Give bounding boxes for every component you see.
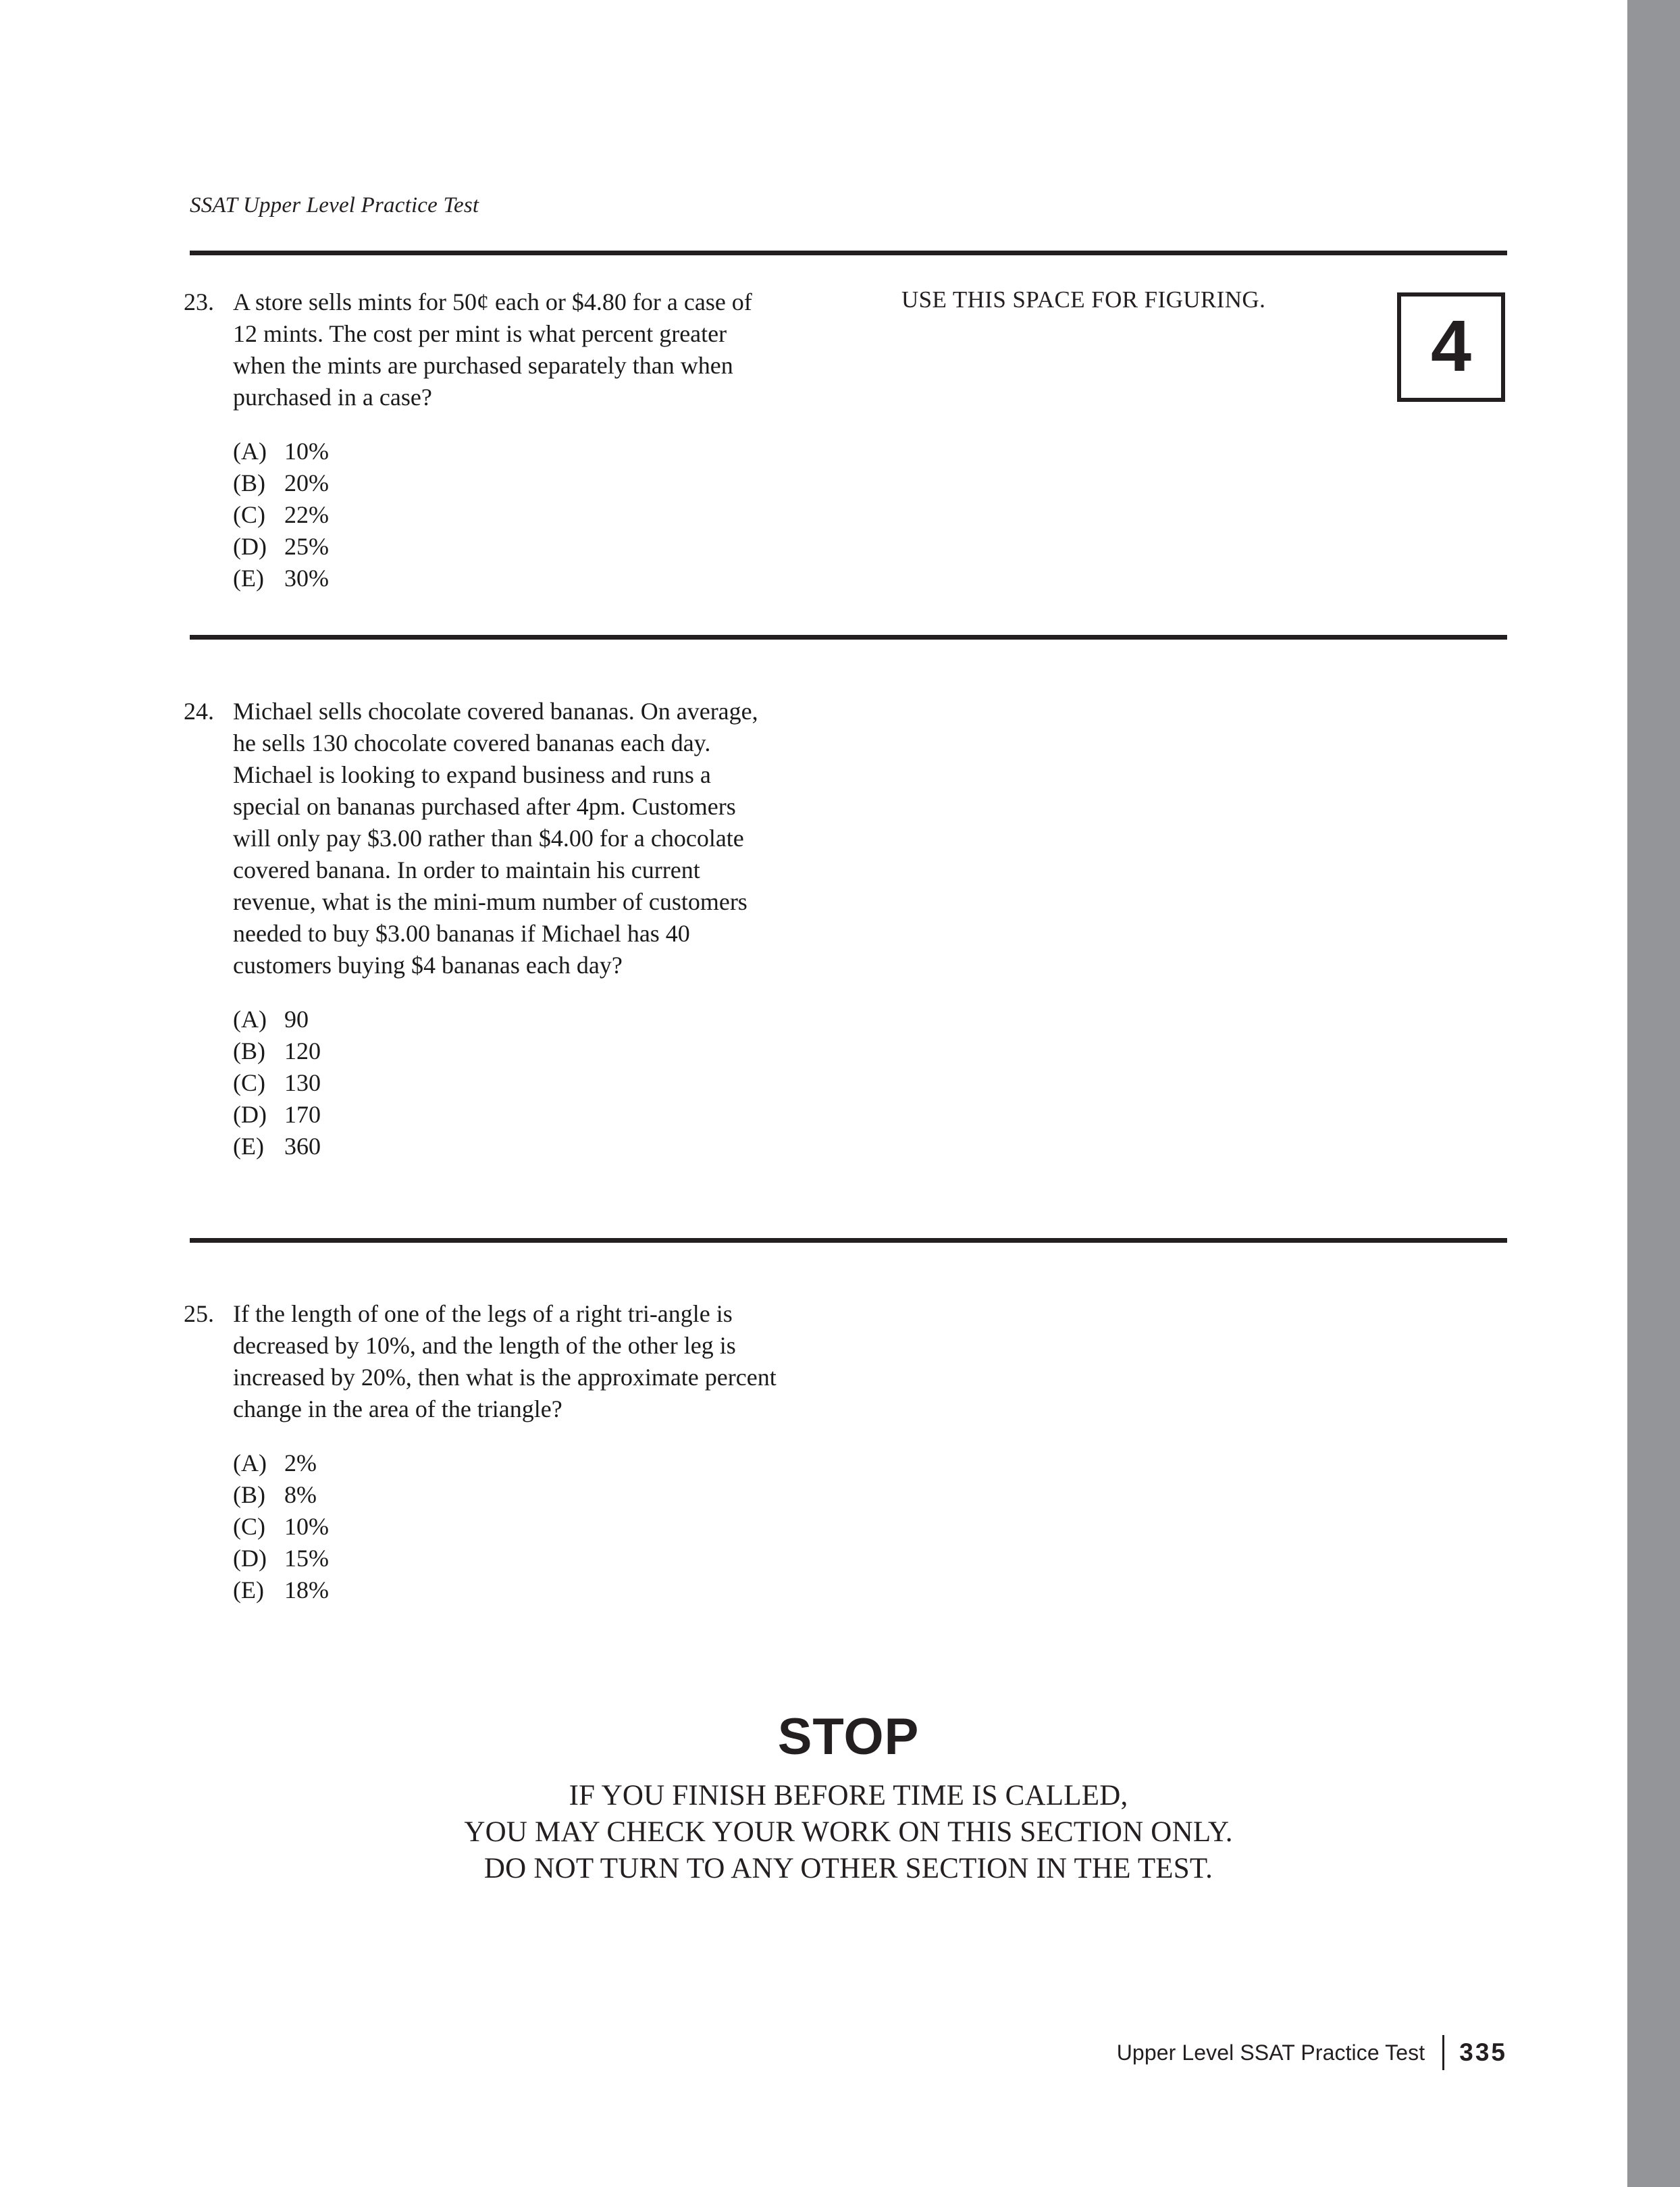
- answer-choice[interactable]: [233, 1511, 778, 1543]
- header-rule: [190, 251, 1507, 255]
- answer-choice[interactable]: [233, 1067, 778, 1099]
- answer-choices: [184, 1004, 778, 1162]
- choice-value: 10%: [284, 1513, 329, 1540]
- footer-divider: [1442, 2035, 1444, 2070]
- answer-choice[interactable]: [233, 1479, 778, 1511]
- choice-letter: (B): [233, 1037, 265, 1064]
- answer-choice[interactable]: [233, 1543, 778, 1574]
- page-edge-strip: [1627, 0, 1680, 2187]
- question-24: [184, 696, 778, 1162]
- section-number-label: 4: [1430, 304, 1472, 386]
- stop-instruction-line: IF YOU FINISH BEFORE TIME IS CALLED,: [569, 1780, 1128, 1811]
- choice-value: 2%: [284, 1449, 317, 1476]
- answer-choice[interactable]: [233, 1035, 778, 1067]
- question-separator-rule: [190, 1238, 1507, 1243]
- page-footer: [1117, 2033, 1507, 2072]
- stop-instruction-line: YOU MAY CHECK YOUR WORK ON THIS SECTION ONLY.: [464, 1816, 1233, 1848]
- choice-value: 20%: [284, 469, 329, 496]
- answer-choice[interactable]: [233, 1447, 778, 1479]
- choice-value: 18%: [284, 1576, 329, 1603]
- question-number: 25.: [184, 1300, 214, 1327]
- answer-choices: [184, 1447, 778, 1606]
- answer-choices: [184, 436, 778, 594]
- answer-choice[interactable]: [233, 436, 778, 467]
- choice-letter: (E): [233, 1576, 264, 1603]
- choice-letter: (C): [233, 501, 265, 528]
- answer-choice[interactable]: [233, 499, 778, 531]
- choice-letter: (A): [233, 1449, 267, 1476]
- choice-value: 170: [284, 1101, 321, 1128]
- question-body: [184, 696, 778, 981]
- choice-letter: (D): [233, 1101, 267, 1128]
- question-text: Michael sells chocolate covered bananas. On average, he sells 130 chocolate covered bananas each day. Michael is looking to expand business and runs a special on bananas purchased after 4pm. Customers will only pay $3.00 rather than $4.00 for a chocolate covered banana. In order to maintain his current revenue, what is the mini-mum number of customers needed to buy $3.00 bananas if Michael has 40 customers buying $4 bananas each day?: [233, 698, 758, 979]
- question-number: 23.: [184, 288, 214, 315]
- choice-value: 120: [284, 1037, 321, 1064]
- running-head: [190, 193, 1507, 218]
- answer-choice[interactable]: [233, 1004, 778, 1035]
- question-number: 24.: [184, 698, 214, 725]
- choice-value: 360: [284, 1133, 321, 1160]
- question-text: If the length of one of the legs of a right tri-angle is decreased by 10%, and the length of the other leg is increased by 20%, then what is the approximate percent change in the area of the triangle?: [233, 1300, 777, 1422]
- question-text: A store sells mints for 50¢ each or $4.80 for a case of 12 mints. The cost per mint is what percent greater when the mints are purchased separately than when purchased in a case?: [233, 288, 752, 411]
- choice-letter: (D): [233, 533, 267, 560]
- section-number-box: [1397, 292, 1505, 402]
- choice-letter: (C): [233, 1513, 265, 1540]
- stop-instruction-line: DO NOT TURN TO ANY OTHER SECTION IN THE TEST.: [483, 1853, 1213, 1884]
- choice-value: 25%: [284, 533, 329, 560]
- choice-letter: (B): [233, 1481, 265, 1508]
- choice-letter: (A): [233, 438, 267, 465]
- question-body: [184, 286, 778, 413]
- choice-letter: (E): [233, 1133, 264, 1160]
- choice-value: 15%: [284, 1545, 329, 1572]
- question-separator-rule: [190, 635, 1507, 640]
- choice-value: 130: [284, 1069, 321, 1096]
- question-body: [184, 1298, 778, 1425]
- choice-value: 22%: [284, 501, 329, 528]
- stop-instructions: [190, 1778, 1507, 1887]
- choice-letter: (A): [233, 1006, 267, 1033]
- answer-choice[interactable]: [233, 1574, 778, 1606]
- choice-letter: (C): [233, 1069, 265, 1096]
- choice-letter: (D): [233, 1545, 267, 1572]
- answer-choice[interactable]: [233, 563, 778, 594]
- choice-value: 30%: [284, 565, 329, 592]
- answer-choice[interactable]: [233, 1099, 778, 1131]
- use-this-space-for-figuring-note: USE THIS SPACE FOR FIGURING.: [901, 286, 1266, 313]
- page-number: 335: [1459, 2038, 1507, 2066]
- answer-choice[interactable]: [233, 1131, 778, 1162]
- choice-letter: (E): [233, 565, 264, 592]
- choice-value: 10%: [284, 438, 329, 465]
- choice-value: 8%: [284, 1481, 317, 1508]
- question-25: [184, 1298, 778, 1606]
- stop-heading: STOP: [777, 1708, 920, 1766]
- running-head-title: SSAT Upper Level Practice Test: [190, 193, 479, 217]
- choice-letter: (B): [233, 469, 265, 496]
- footer-label: Upper Level SSAT Practice Test: [1116, 2040, 1425, 2065]
- question-23: [184, 286, 778, 594]
- answer-choice[interactable]: [233, 467, 778, 499]
- stop-block: [190, 1709, 1507, 1887]
- answer-choice[interactable]: [233, 531, 778, 563]
- choice-value: 90: [284, 1006, 309, 1033]
